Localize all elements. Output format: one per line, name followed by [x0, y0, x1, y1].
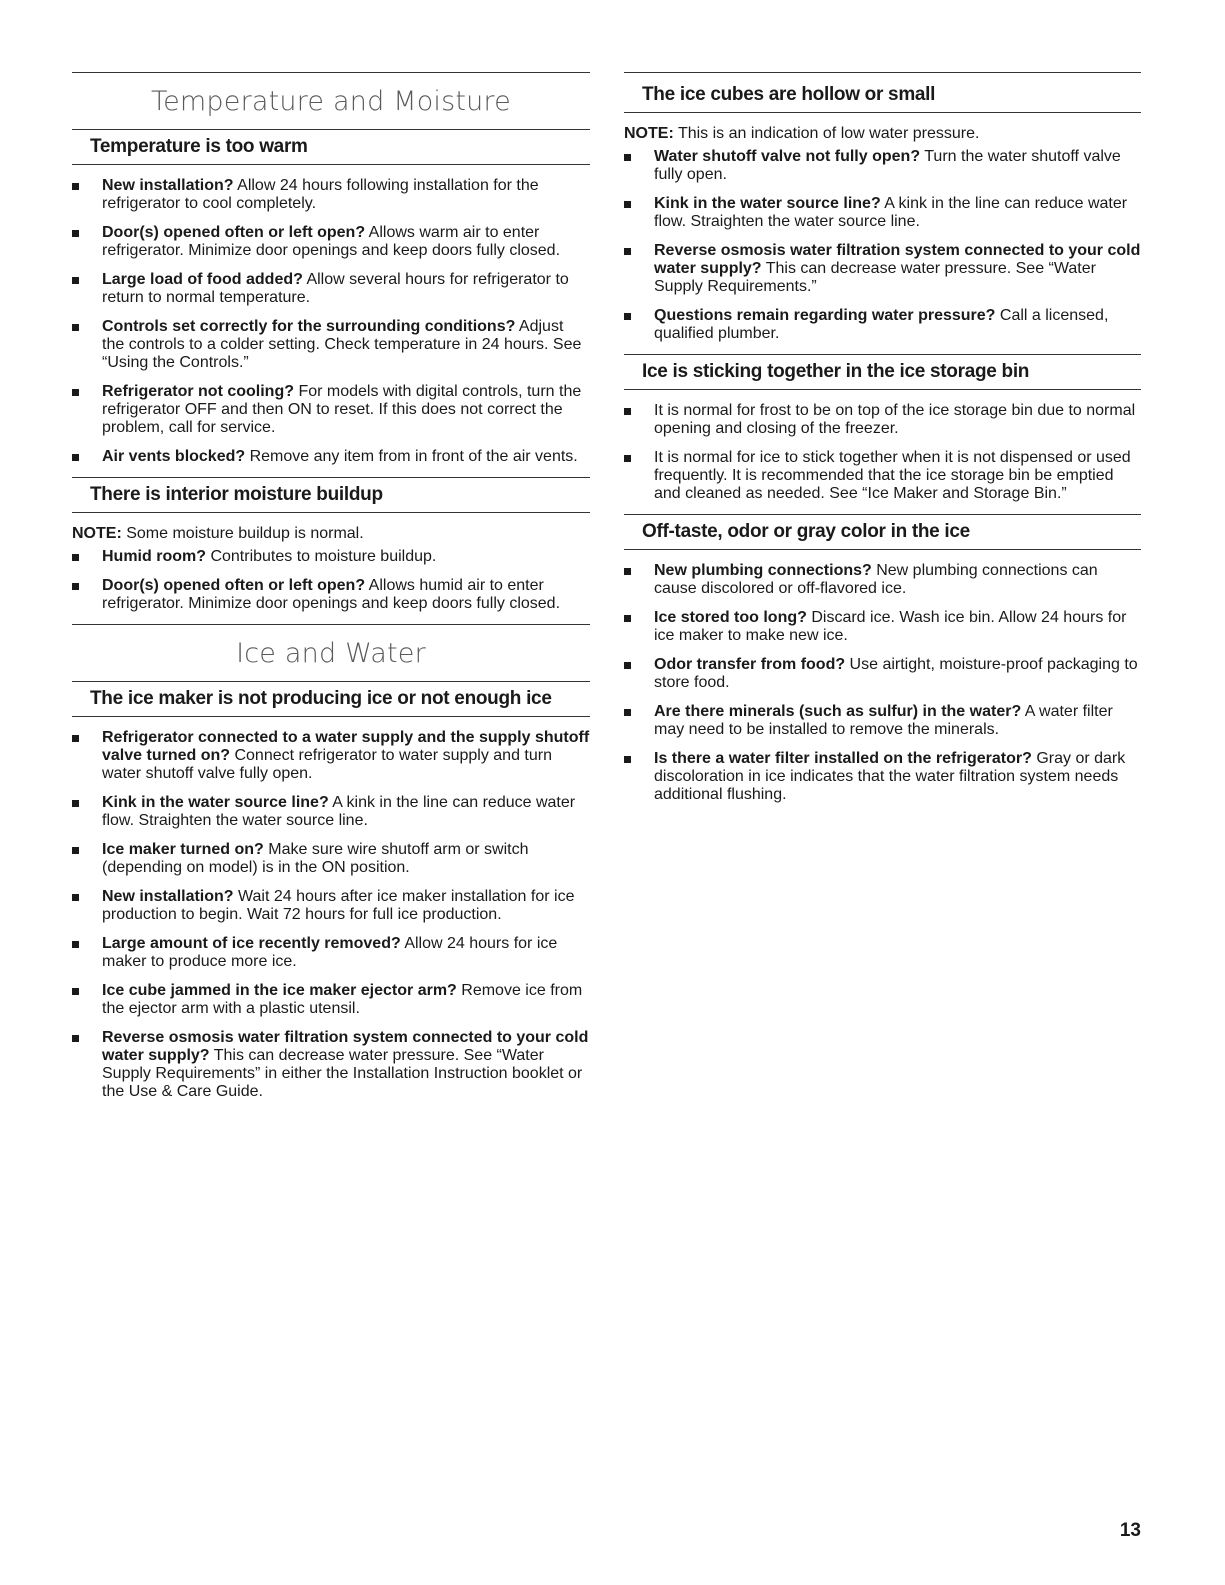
bullet-icon: [624, 248, 631, 255]
list-item: Door(s) opened often or left open? Allows humid air to enter refrigerator. Minimize door openings and keep doors fully closed.: [72, 577, 590, 613]
page-number: 13: [1119, 1520, 1141, 1541]
list-item: Odor transfer from food? Use airtight, moisture-proof packaging to store food.: [624, 656, 1141, 692]
bullet-icon: [72, 389, 79, 396]
bullet-icon: [72, 277, 79, 284]
bullet-icon: [72, 894, 79, 901]
list-item: New plumbing connections? New plumbing connections can cause discolored or off-flavored ice.: [624, 562, 1141, 598]
bullet-icon: [72, 583, 79, 590]
list-item: It is normal for frost to be on top of the ice storage bin due to normal opening and closing of the freezer.: [624, 402, 1141, 438]
list-item: Water shutoff valve not fully open? Turn the water shutoff valve fully open.: [624, 148, 1141, 184]
list-item: Is there a water filter installed on the refrigerator? Gray or dark discoloration in ice indicates that the water filtration system needs additional flushing.: [624, 750, 1141, 804]
bullet-icon: [72, 230, 79, 237]
right-column: [624, 72, 1141, 815]
subhead-ice-maker-not-producing: The ice maker is not producing ice or not enough ice: [72, 681, 590, 717]
list-item: Ice stored too long? Discard ice. Wash ice bin. Allow 24 hours for ice maker to make new ice.: [624, 609, 1141, 645]
bullet-icon: [72, 800, 79, 807]
list-item: Reverse osmosis water filtration system connected to your cold water supply? This can decrease water pressure. See “Water Supply Requirements” in either the Installation Instruction booklet or the Use & Care Guide.: [72, 1029, 590, 1101]
bullet-icon: [72, 454, 79, 461]
bullet-icon: [624, 756, 631, 763]
list-item: Air vents blocked? Remove any item from in front of the air vents.: [72, 448, 590, 466]
subhead-off-taste: Off-taste, odor or gray color in the ice: [624, 514, 1141, 550]
bullet-icon: [624, 709, 631, 716]
list-item: It is normal for ice to stick together when it is not dispensed or used frequently. It is recommended that the ice storage bin be emptied and cleaned as needed. See “Ice Maker and Storage Bin.”: [624, 449, 1141, 503]
subhead-ice-hollow-small: The ice cubes are hollow or small: [624, 72, 1141, 113]
list-off-taste: [624, 562, 1141, 804]
list-ice-sticking: [624, 402, 1141, 503]
subhead-temperature-warm: Temperature is too warm: [72, 129, 590, 165]
list-item: Refrigerator not cooling? For models with digital controls, turn the refrigerator OFF and then ON to reset. If this does not correct the problem, call for service.: [72, 383, 590, 437]
note: NOTE: Some moisture buildup is normal.: [72, 525, 364, 542]
bullet-icon: [624, 154, 631, 161]
list-item: Ice cube jammed in the ice maker ejector arm? Remove ice from the ejector arm with a plastic utensil.: [72, 982, 590, 1018]
bullet-icon: [624, 568, 631, 575]
list-item: Kink in the water source line? A kink in the line can reduce water flow. Straighten the water source line.: [72, 794, 590, 830]
bullet-icon: [72, 183, 79, 190]
note: NOTE: This is an indication of low water pressure.: [624, 125, 980, 142]
list-item: Kink in the water source line? A kink in the line can reduce water flow. Straighten the water source line.: [624, 195, 1141, 231]
bullet-icon: [72, 847, 79, 854]
list-item: Large load of food added? Allow several hours for refrigerator to return to normal temperature.: [72, 271, 590, 307]
list-temperature-warm: [72, 177, 590, 466]
bullet-icon: [72, 941, 79, 948]
bullet-icon: [624, 408, 631, 415]
bullet-icon: [72, 554, 79, 561]
bullet-icon: [624, 455, 631, 462]
list-ice-maker: [72, 729, 590, 1101]
section-title-temperature: Temperature and Moisture: [72, 72, 590, 129]
subhead-ice-sticking: Ice is sticking together in the ice storage bin: [624, 354, 1141, 390]
list-item: Questions remain regarding water pressure? Call a licensed, qualified plumber.: [624, 307, 1141, 343]
bullet-icon: [72, 324, 79, 331]
left-column: [72, 72, 590, 1112]
bullet-icon: [624, 662, 631, 669]
list-item: Controls set correctly for the surrounding conditions? Adjust the controls to a colder setting. Check temperature in 24 hours. See “Using the Controls.”: [72, 318, 590, 372]
list-item: Are there minerals (such as sulfur) in the water? A water filter may need to be installed to remove the minerals.: [624, 703, 1141, 739]
list-item: Humid room? Contributes to moisture buildup.: [72, 548, 590, 566]
bullet-icon: [624, 313, 631, 320]
list-item: Door(s) opened often or left open? Allows warm air to enter refrigerator. Minimize door openings and keep doors fully closed.: [72, 224, 590, 260]
bullet-icon: [72, 1035, 79, 1042]
list-item: New installation? Allow 24 hours following installation for the refrigerator to cool completely.: [72, 177, 590, 213]
list-item: Reverse osmosis water filtration system connected to your cold water supply? This can decrease water pressure. See “Water Supply Requirements.”: [624, 242, 1141, 296]
list-item: New installation? Wait 24 hours after ice maker installation for ice production to begin. Wait 72 hours for full ice production.: [72, 888, 590, 924]
subhead-moisture-buildup: There is interior moisture buildup: [72, 477, 590, 513]
section-title-ice-water: Ice and Water: [72, 624, 590, 681]
list-item: Ice maker turned on? Make sure wire shutoff arm or switch (depending on model) is in the ON position.: [72, 841, 590, 877]
bullet-icon: [72, 735, 79, 742]
list-item: Refrigerator connected to a water supply and the supply shutoff valve turned on? Connect refrigerator to water supply and turn water shutoff valve fully open.: [72, 729, 590, 783]
list-item: Large amount of ice recently removed? Allow 24 hours for ice maker to produce more ice.: [72, 935, 590, 971]
list-ice-hollow: [624, 148, 1141, 343]
bullet-icon: [624, 615, 631, 622]
bullet-icon: [624, 201, 631, 208]
list-moisture-buildup: [72, 548, 590, 613]
bullet-icon: [72, 988, 79, 995]
